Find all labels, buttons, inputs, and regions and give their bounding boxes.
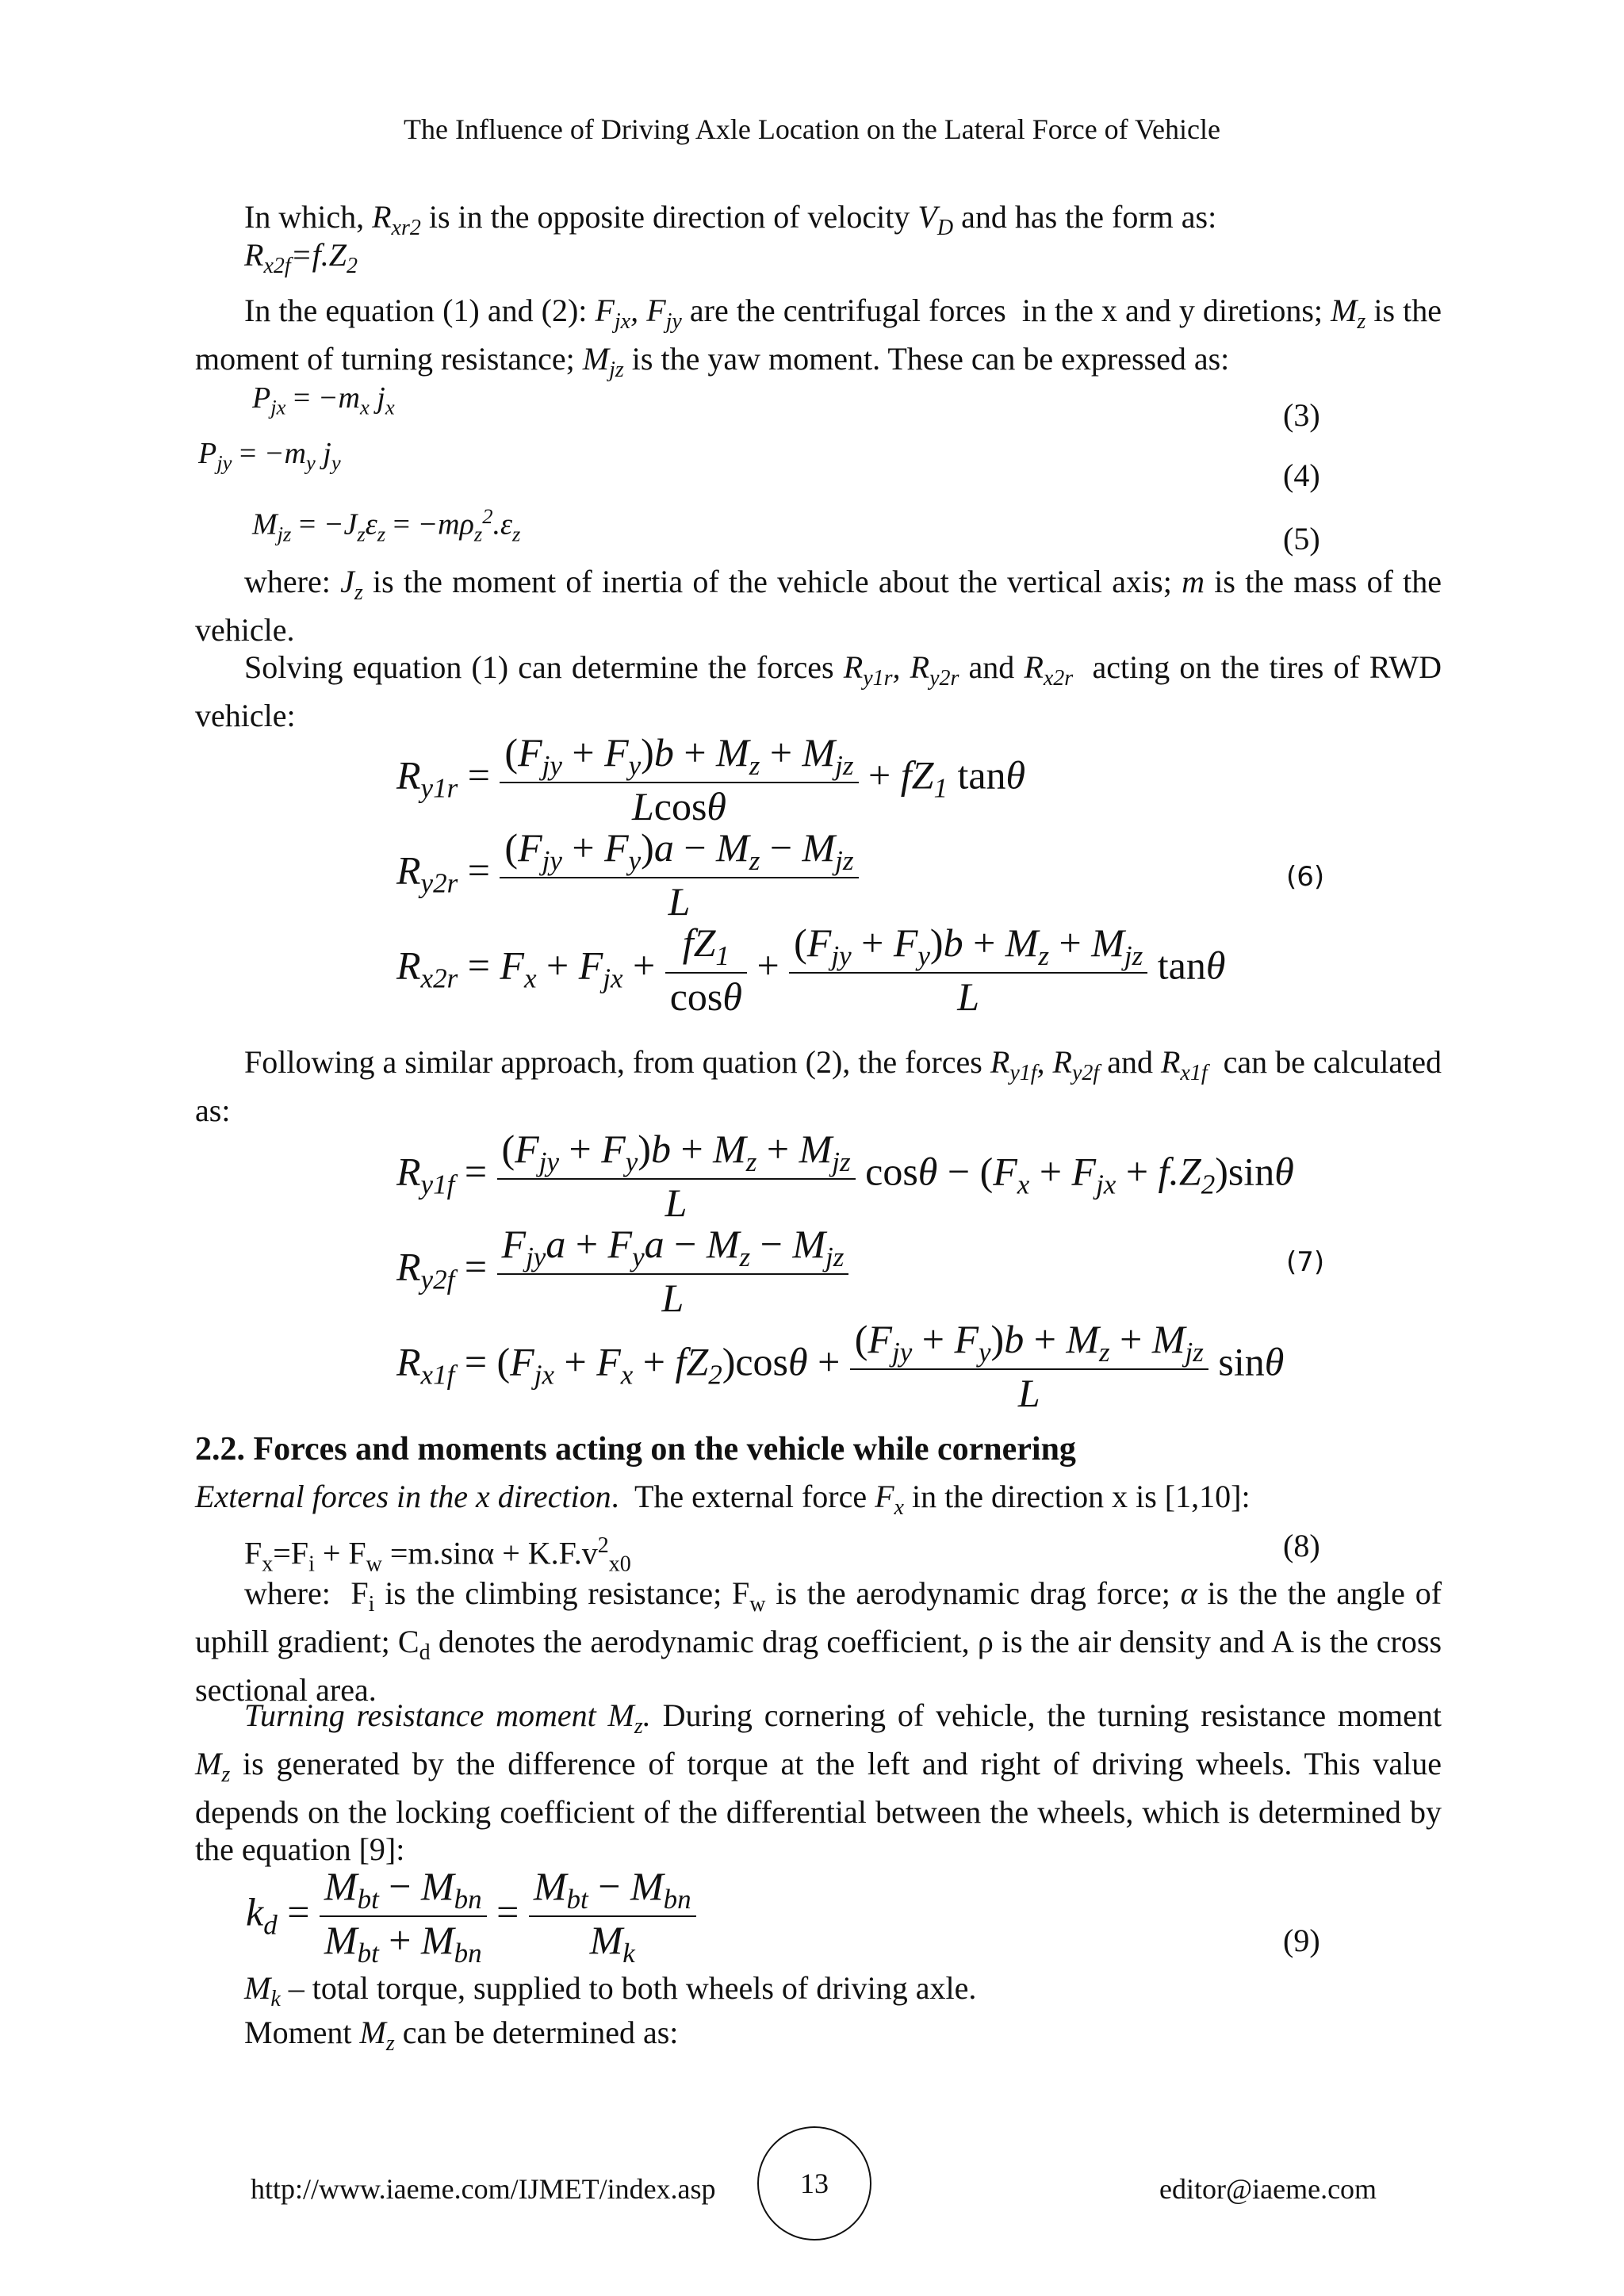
paragraph-external-forces: External forces in the x direction. The external force $F_x$ in the direction x is [1,10]:	[195, 1479, 1251, 1520]
footer-url[interactable]: http://www.iaeme.com/IJMET/index.asp	[251, 2173, 716, 2205]
equation-9: $k_d$ = $\frac{M_{bt} - M_{bn}}{M_{bt} + M_{bn}}$ = $\frac{M_{bt} - M_{bn}}{M_k}$	[246, 1863, 696, 1969]
paragraph-moment-mz: Moment $M_z$ can be determined as:	[244, 2015, 679, 2056]
equation-number-8: (8)	[1283, 1528, 1320, 1563]
equation-number-5: (5)	[1283, 521, 1320, 557]
paragraph-resistances: where: $F_i$ is the climbing resistance; $F_w$ is the aerodynamic drag force; α is the the angle of uphill gradient; $C_d$ denotes the aerodynamic drag coefficient, ρ is the air density and A is the cross sectional area.	[195, 1575, 1442, 1708]
equation-8: $F_x=F_i + F_w =m.\sin\alpha + K.F.v^2_{x0}$	[244, 1533, 631, 1577]
equation-rx2f: $R_{x2f}=f.Z_2$	[244, 237, 358, 278]
paragraph-rwd: Solving equation (1) can determine the forces $R_{y1r}$, $R_{y2r}$ and $R_{x2r}$ acting on the tires of RWD vehicle:	[195, 649, 1442, 733]
running-title: The Influence of Driving Axle Location on the Lateral Force of Vehicle	[404, 113, 1220, 145]
equation-7-ry2f: $R_{y2f}$ = $\frac{F_{jy}a + F_ya - M_z - M_{jz}}{L}$	[396, 1221, 848, 1321]
section-heading: 2.2. Forces and moments acting on the vehicle while cornering	[195, 1431, 1076, 1468]
equation-7-ry1f: $R_{y1f}$ = $\frac{(F_{jy} + F_y)b + M_z + M_{jz}}{L}$ $\cos\theta - (F_x + F_{jx} + f.Z_2)\sin\theta$	[396, 1127, 1294, 1225]
equation-number-3: (3)	[1283, 397, 1320, 433]
equation-number-6: (6)	[1286, 861, 1325, 893]
equation-6-rx2r: $R_{x2r} = F_x + F_{jx}$ + $\frac{fZ_1}{\cos\theta}$ + $\frac{(F_{jy} + F_y)b + M_z + M_{jz}}{L}$ tanθ	[396, 920, 1226, 1019]
equation-5: $M_{jz} = -J_z\varepsilon_z = -m\rho_z^2.\varepsilon_z$	[252, 504, 521, 546]
page-number: 13	[757, 2126, 871, 2241]
equation-6-ry1r: $R_{y1r}$ = $\frac{(F_{jy} + F_y)b + M_z + M_{jz}}{Lcos\theta}$ + $fZ_1$ tanθ	[396, 730, 1026, 828]
equation-number-4: (4)	[1283, 457, 1320, 493]
equation-7-rx1f: $R_{x1f} = (F_{jx} + F_x + fZ_2)\cos\theta$ + $\frac{(F_{jy} + F_y)b + M_z + M_{jz}}{L}$ sinθ	[396, 1317, 1285, 1415]
paragraph-moment-of-inertia: where: $J_z$ is the moment of inertia of the vehicle about the vertical axis; m is the mass of the vehicle.	[195, 564, 1442, 648]
footer-email[interactable]: editor@iaeme.com	[1159, 2173, 1377, 2205]
paragraph-turning-resistance: Turning resistance moment $M_z$. During cornering of vehicle, the turning resistance moment $M_z$ is generated by the difference of torque at the left and right of driving wheels. This value depends on the locking coefficient of the differential between the wheels, which is determined by the equation [9]:	[195, 1697, 1442, 1867]
equation-number-7: (7)	[1286, 1246, 1325, 1278]
paragraph-total-torque: $M_k$ – total torque, supplied to both wheels of driving axle.	[244, 1970, 977, 2011]
paragraph-rxr2: In which, $R_{xr2}$ is in the opposite direction of velocity $V_D$ and has the form as:	[244, 199, 1217, 240]
equation-6-ry2r: $R_{y2r}$ = $\frac{(F_{jy} + F_y)a - M_z - M_{jz}}{L}$	[396, 825, 859, 924]
equation-number-9: (9)	[1283, 1923, 1320, 1958]
equation-4: $P_{jy} = -m_y$ $j_y$	[198, 437, 341, 475]
equation-3: $P_{jx} = -m_x$ $j_x$	[252, 381, 395, 419]
paragraph-centrifugal: In the equation (1) and (2): $F_{jx}$, $F_{jy}$ are the centrifugal forces in the x and y diretions; $M_z$ is the moment of turning resistance; $M_{jz}$ is the yaw moment. These can be expressed as:	[195, 293, 1442, 382]
paragraph-fwd: Following a similar approach, from quation (2), the forces $R_{y1f}$, $R_{y2f}$ and $R_{x1f}$ can be calculated as:	[195, 1044, 1442, 1128]
